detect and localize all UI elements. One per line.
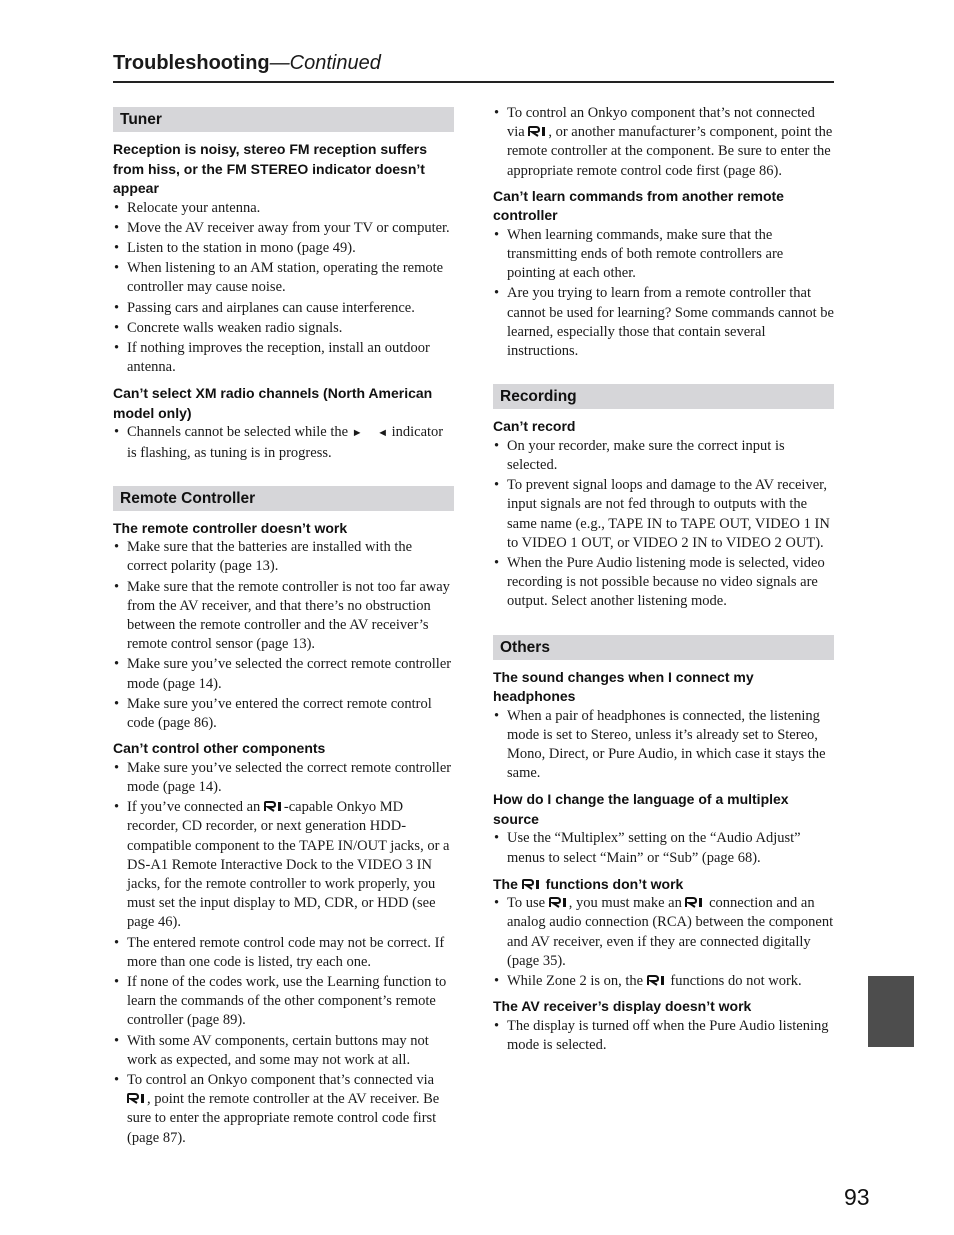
list-item-text: Make sure that the remote controller is not too far away from the AV receiver, and that there’s no obstruction between the remote controller and the AV receiver’s remote control sensor (page 13). <box>127 578 450 653</box>
ri-logo-icon <box>528 126 548 137</box>
right-arrow-icon: ► <box>351 427 363 440</box>
bullet: • <box>114 199 120 216</box>
bullet: • <box>114 1032 120 1049</box>
list-item <box>113 259 454 297</box>
list-item <box>493 707 834 784</box>
list-item-text: When the Pure Audio listening mode is selected, video recording is not possible because no video signals are output. Select another listening mode. <box>507 554 825 610</box>
bullet: • <box>114 1072 120 1089</box>
bullet: • <box>114 299 120 316</box>
bullet: • <box>494 554 500 571</box>
ri-logo-icon <box>647 975 667 986</box>
list-item-text: , or another manufacturer’s component, point the remote controller at the component. Be sure to enter the appropriate remote control code first (page 86). <box>507 124 833 179</box>
list-item-text: When listening to an AM station, operating the remote controller may cause noise. <box>127 260 444 296</box>
answer-list-multiplex-language <box>493 829 834 867</box>
list-item-text: On your recorder, make sure the correct input is selected. <box>507 437 785 473</box>
list-item <box>113 199 454 218</box>
list-item-text: If none of the codes work, use the Learning function to learn the commands of the other component’s remote controller (page 89). <box>127 974 447 1029</box>
bullet: • <box>114 260 120 277</box>
right-column <box>493 104 834 1055</box>
list-item-text: indicator is flashing, as tuning is in progress. <box>127 424 444 461</box>
list-item-text: If nothing improves the reception, install an outdoor antenna. <box>127 339 430 376</box>
list-item-text: Listen to the station in mono (page 49). <box>127 239 356 256</box>
bullet: • <box>114 974 120 990</box>
list-item-text: Move the AV receiver away from your TV or computer. <box>127 219 450 236</box>
list-item-text: Use the “Multiplex” setting on the “Audio Adjust” menus to select “Main” or “Sub” (page 68). <box>507 830 801 866</box>
bullet: • <box>114 319 120 336</box>
answer-list-cannot-record <box>493 437 834 612</box>
list-item-text: The entered remote control code may not be correct. If more than one code is listed, try each one. <box>127 934 445 970</box>
list-item <box>493 829 834 867</box>
bullet: • <box>494 973 500 990</box>
list-item-text: , you must make an <box>568 895 686 912</box>
list-item-text: , point the remote controller at the AV receiver. Be sure to enter the appropriate remote control code first (page 87). <box>127 1091 440 1146</box>
answer-list-display-not-working <box>493 1017 834 1055</box>
list-item <box>113 973 454 1031</box>
bullet: • <box>114 799 120 816</box>
answer-list-fm-reception <box>113 199 454 378</box>
question-cannot-control-components: Can’t control other components <box>113 740 326 757</box>
left-column <box>113 104 454 1148</box>
list-item-text: -capable Onkyo MD recorder, CD recorder, or next generation HDD-compatible component to the TAPE IN/OUT jacks, or a DS-A1 Remote Interactive Dock to the VIDEO 3 IN jacks, for the remote controller to work properly, you must set the input display to MD, CDR, or HDD (see page 46). <box>127 799 450 931</box>
page-number: 93 <box>844 1184 870 1210</box>
list-item-text: connection and an analog audio connection (RCA) between the component and AV receiver, even if they are connected digitally (page 35). <box>507 895 834 969</box>
list-item-text: If you’ve connected an <box>127 799 264 816</box>
answer-list-ri-functions <box>493 894 834 991</box>
bullet: • <box>494 895 500 912</box>
bullet: • <box>494 437 500 454</box>
bullet: • <box>494 707 500 724</box>
section-heading-tuner: Tuner <box>113 107 454 132</box>
question-display-not-working: The AV receiver’s display doesn’t work <box>493 998 752 1015</box>
bullet: • <box>114 695 120 712</box>
list-item <box>493 284 834 361</box>
answer-list-cannot-learn <box>493 226 834 361</box>
list-item-text: To control an Onkyo component that’s connected via <box>127 1072 435 1089</box>
question-fm-reception: Reception is noisy, stereo FM reception suffers from hiss, or the FM STEREO indicator doesn’t appear <box>113 141 428 196</box>
list-item <box>493 972 834 991</box>
question-cannot-record: Can’t record <box>493 418 576 435</box>
bullet: • <box>494 285 500 302</box>
bullet: • <box>114 578 120 595</box>
list-item-text: Make sure that the batteries are installed with the correct polarity (page 13). <box>127 539 413 575</box>
list-item-text: To use <box>507 895 549 912</box>
list-item <box>113 538 454 576</box>
list-item <box>113 423 454 462</box>
bullet: • <box>494 1017 500 1034</box>
list-item <box>113 239 454 258</box>
bullet: • <box>114 759 120 776</box>
list-item <box>493 476 834 553</box>
section-heading-recording: Recording <box>493 384 834 409</box>
answer-list-xm-channels <box>113 423 454 462</box>
bullet: • <box>114 934 120 951</box>
question-cannot-learn: Can’t learn commands from another remote controller <box>493 187 784 224</box>
question-ri-functions <box>493 875 834 895</box>
ri-logo-icon <box>685 897 705 908</box>
question-remote-not-working: The remote controller doesn’t work <box>113 519 348 536</box>
list-item-text: Make sure you’ve selected the correct remote controller mode (page 14). <box>127 759 452 795</box>
list-item <box>113 1071 454 1148</box>
bullet: • <box>114 424 120 441</box>
ri-logo-icon <box>127 1093 147 1104</box>
question-multiplex-language: How do I change the language of a multiplex source <box>493 791 789 827</box>
list-item-text: When learning commands, make sure that the transmitting ends of both remote controllers are pointing at each other. <box>507 226 784 282</box>
bullet: • <box>494 477 500 494</box>
answer-list-remote-not-working <box>113 538 454 733</box>
list-item <box>493 1017 834 1055</box>
ri-logo-icon <box>264 801 284 812</box>
list-item <box>113 339 454 377</box>
ri-logo-icon <box>549 897 569 908</box>
question-xm-channels: Can’t select XM radio channels (North American model only) <box>113 385 433 421</box>
list-item <box>113 1032 454 1070</box>
list-item <box>493 226 834 284</box>
page-title-main: Troubleshooting <box>113 52 270 74</box>
list-item-text: To control an Onkyo component that’s not connected via <box>507 105 815 141</box>
bullet: • <box>114 539 120 556</box>
bullet: • <box>114 339 120 356</box>
section-heading-others: Others <box>493 635 834 660</box>
question-text: functions don’t work <box>541 875 684 892</box>
list-item-text: While Zone 2 is on, the <box>507 973 647 990</box>
bullet: • <box>114 656 120 673</box>
bullet: • <box>494 105 500 121</box>
list-item-text: Passing cars and airplanes can cause interference. <box>127 299 415 316</box>
bullet: • <box>494 830 500 847</box>
bullet: • <box>494 226 500 243</box>
answer-list-cannot-control-components <box>113 759 454 1148</box>
question-text: The <box>493 875 522 892</box>
section-heading-remote-controller: Remote Controller <box>113 486 454 511</box>
list-item-text: Make sure you’ve selected the correct remote controller mode (page 14). <box>127 656 452 692</box>
list-item <box>493 437 834 475</box>
list-item <box>113 319 454 338</box>
page-title-continued: —Continued <box>269 52 381 74</box>
list-item-text: Concrete walls weaken radio signals. <box>127 319 343 336</box>
bullet: • <box>114 219 120 236</box>
page-header <box>113 49 834 83</box>
list-item <box>493 104 834 181</box>
page-title <box>113 51 381 75</box>
question-headphones-sound: The sound changes when I connect my headphones <box>493 668 754 705</box>
list-item <box>113 655 454 693</box>
list-item-text: Relocate your antenna. <box>127 199 261 216</box>
list-item <box>113 299 454 318</box>
bullet: • <box>114 239 120 256</box>
list-item-text: Are you trying to learn from a remote controller that cannot be used for learning? Some commands cannot be learned, especially those that contain several instructions. <box>507 285 834 360</box>
section-edge-tab <box>868 976 914 1047</box>
list-item-text: With some AV components, certain buttons may not work as expected, and some may not work at all. <box>127 1032 429 1068</box>
list-item-text: The display is turned off when the Pure Audio listening mode is selected. <box>507 1017 829 1053</box>
answer-list-headphones-sound <box>493 707 834 784</box>
list-item <box>113 695 454 733</box>
list-item-text: functions do not work. <box>666 973 802 990</box>
list-item <box>113 798 454 932</box>
list-item <box>113 578 454 655</box>
left-arrow-icon: ◄ <box>377 427 388 440</box>
list-item <box>493 554 834 612</box>
answer-list-continued <box>493 104 834 181</box>
list-item <box>113 219 454 238</box>
ri-logo-icon <box>522 879 542 890</box>
list-item-text: Channels cannot be selected while the <box>127 424 352 441</box>
list-item-text: To prevent signal loops and damage to the AV receiver, input signals are not fed through to outputs with the same name (e.g., TAPE IN to TAPE OUT, VIDEO 1 IN to VIDEO 1 OUT, or VIDEO 2 IN to VIDEO 2 OUT). <box>507 477 830 551</box>
list-item-text: Make sure you’ve entered the correct remote control code (page 86). <box>127 695 432 732</box>
list-item-text: When a pair of headphones is connected, the listening mode is set to Stereo, unless it’s already set to Stereo, Mono, Direct, or Pure Audio, in which case it stays the same. <box>507 707 826 782</box>
list-item <box>113 934 454 972</box>
list-item <box>113 759 454 797</box>
list-item <box>493 894 834 971</box>
